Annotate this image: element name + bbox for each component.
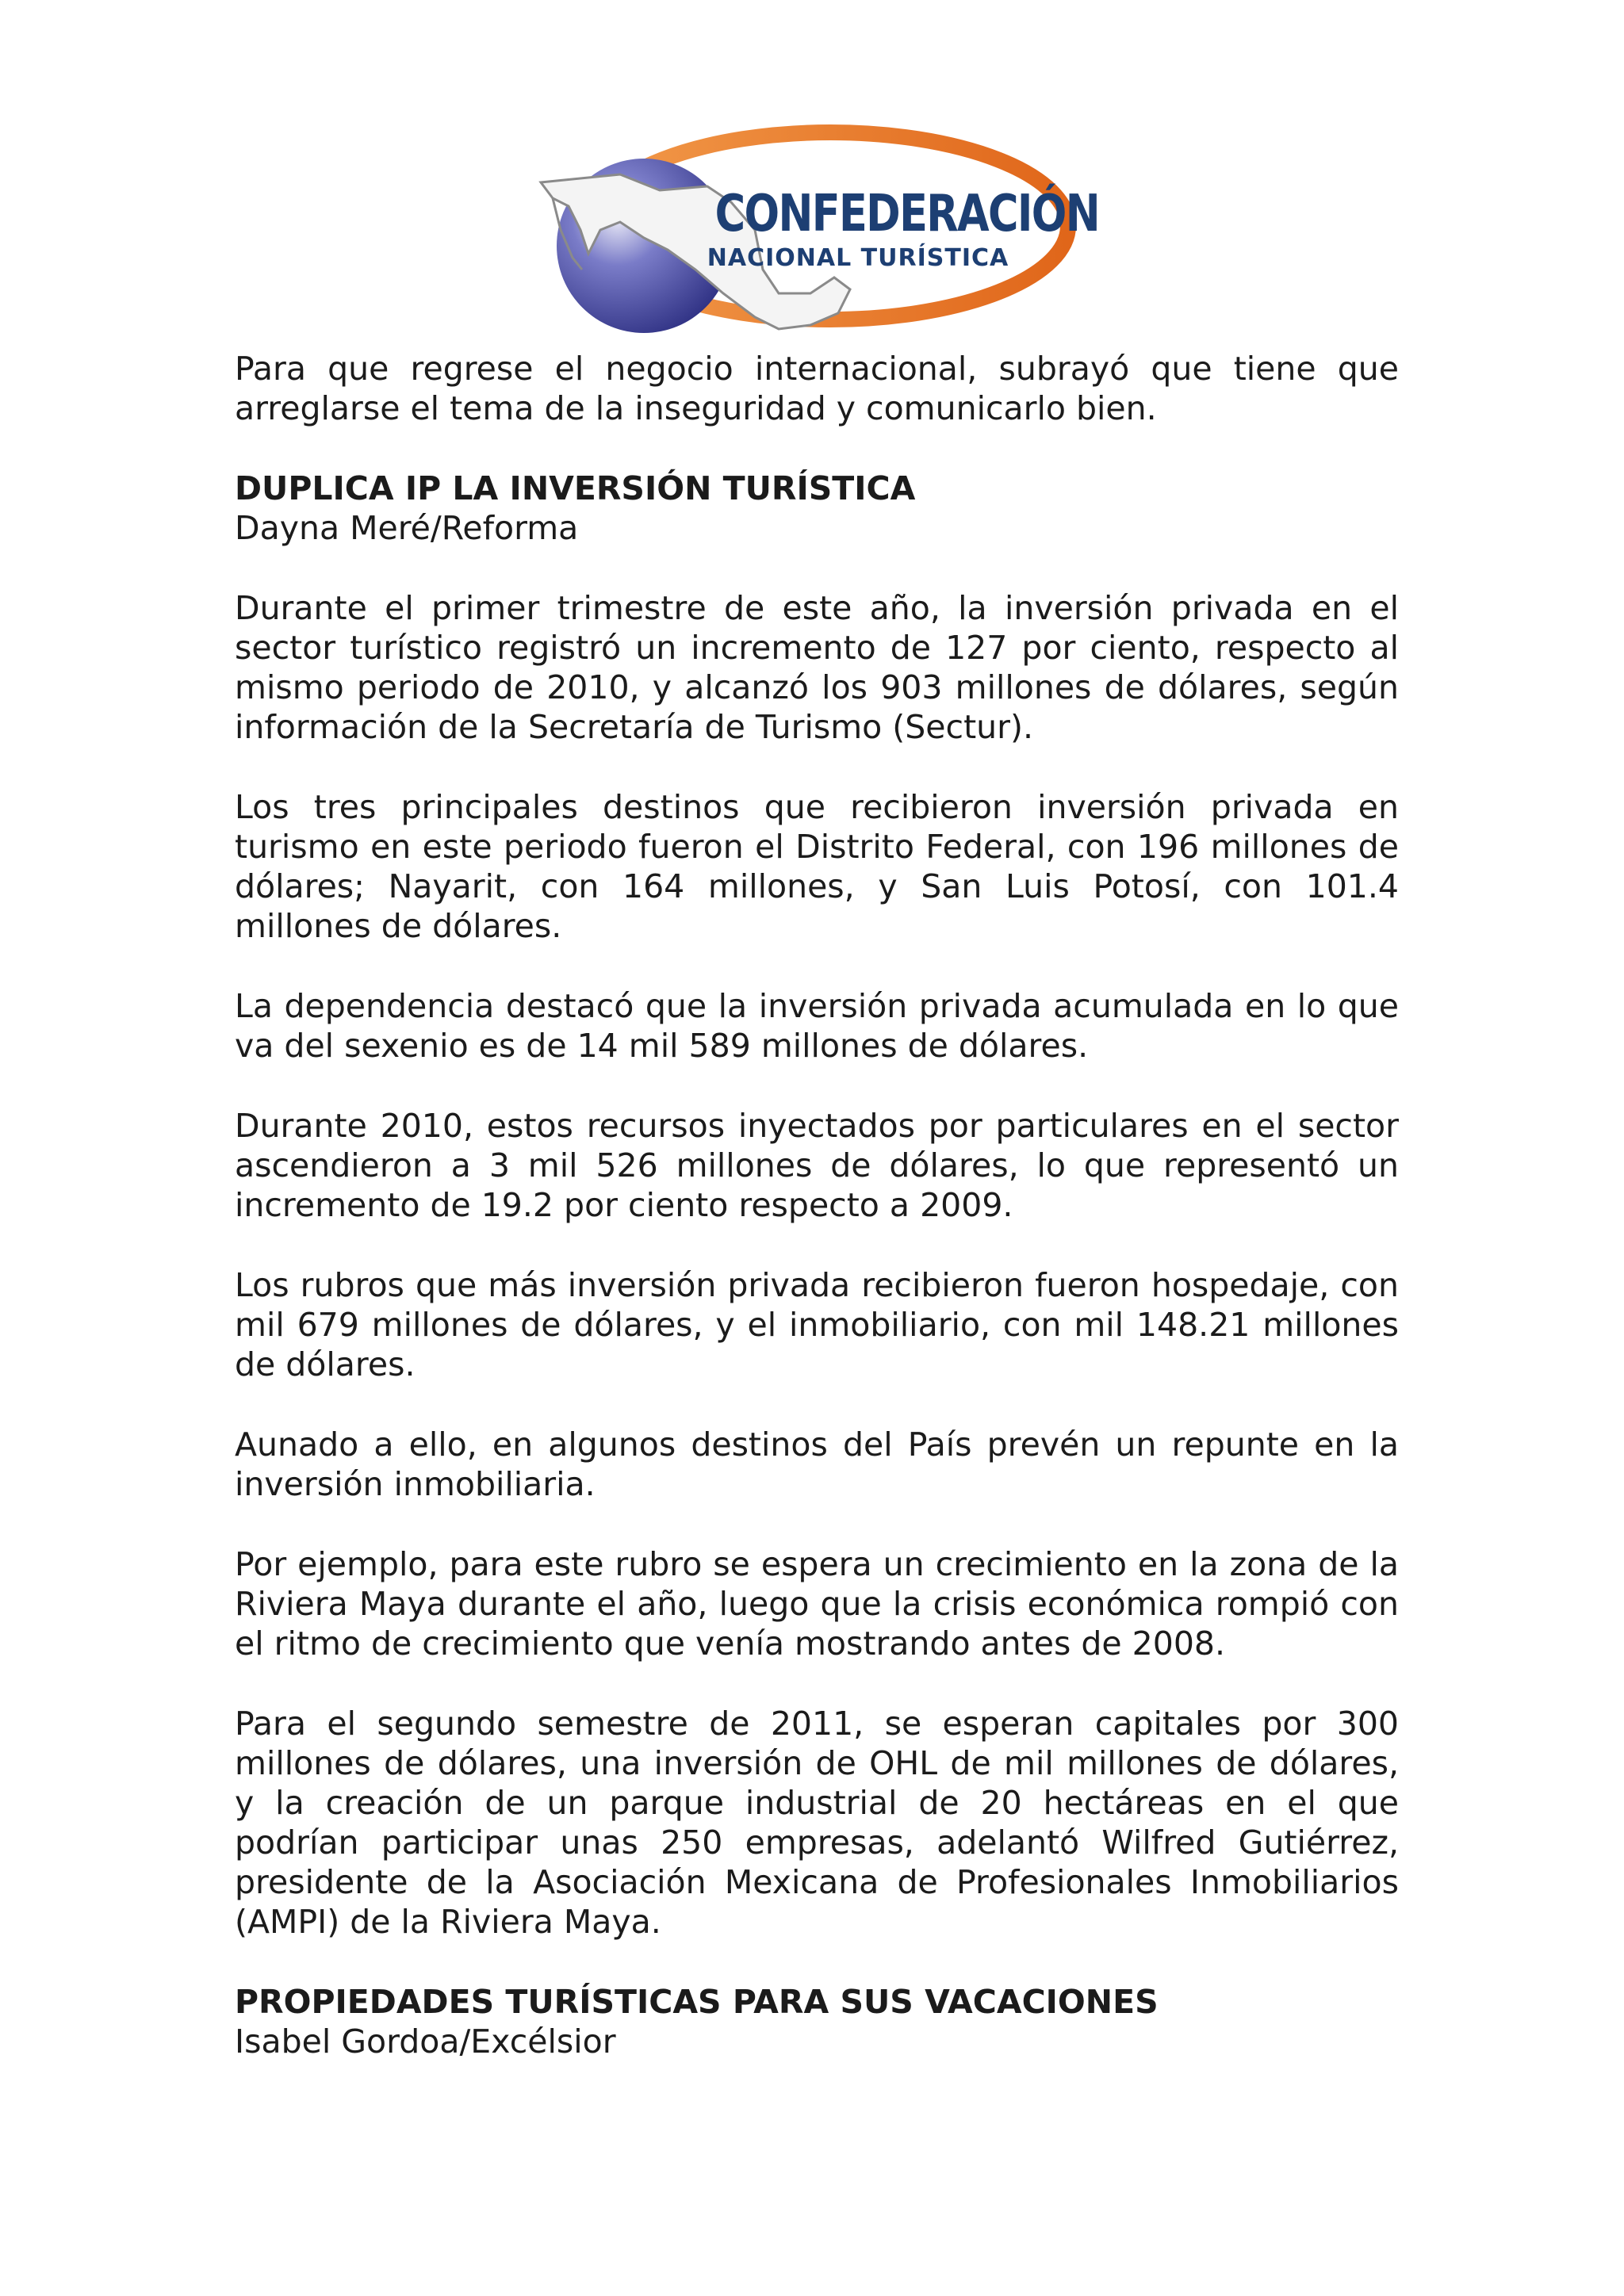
logo-text-line2: NACIONAL TURÍSTICA: [707, 244, 1009, 272]
article2-header: [235, 1982, 1399, 2061]
article1-paragraph-5: Los rubros que más inversión privada recibieron fueron hospedaje, con mil 679 millones de dólares, y el inmobiliario, con mil 148.21 millones de dólares.: [235, 1266, 1399, 1383]
logo-text-line1: CONFEDERACIÓN: [714, 185, 1100, 243]
article1-paragraph-3: La dependencia destacó que la inversión privada acumulada en lo que va del sexenio es de 14 mil 589 millones de dólares.: [235, 987, 1399, 1065]
article1-paragraph-1: Durante el primer trimestre de este año, la inversión privada en el sector turístico registró un incremento de 127 por ciento, respecto al mismo periodo de 2010, y alcanzó los 903 millones de dólares, según información de la Secretaría de Turismo (Sectur).: [235, 589, 1399, 746]
article2-byline: Isabel Gordoa/Excélsior: [235, 2022, 616, 2061]
document-body: [235, 349, 1399, 2102]
article2-headline: PROPIEDADES TURÍSTICAS PARA SUS VACACIONES: [235, 1983, 1159, 2021]
article1-byline: Dayna Meré/Reforma: [235, 509, 579, 547]
article1-paragraph-4: Durante 2010, estos recursos inyectados por particulares en el sector ascendieron a 3 mil 526 millones de dólares, lo que representó un incremento de 19.2 por ciento respecto a 2009.: [235, 1107, 1399, 1224]
article1-headline: DUPLICA IP LA INVERSIÓN TURÍSTICA: [235, 469, 916, 507]
confederacion-logo: [525, 111, 1100, 349]
article1-paragraph-6: Aunado a ello, en algunos destinos del País prevén un repunte en la inversión inmobiliaria.: [235, 1425, 1399, 1503]
article1-paragraph-2: Los tres principales destinos que recibieron inversión privada en turismo en este periodo fueron el Distrito Federal, con 196 millones de dólares; Nayarit, con 164 millones, y San Luis Potosí, con 101.4 millones de dólares.: [235, 788, 1399, 945]
intro-paragraph: Para que regrese el negocio internacional, subrayó que tiene que arreglarse el tema de la inseguridad y comunicarlo bien.: [235, 350, 1399, 427]
article1-paragraph-7: Por ejemplo, para este rubro se espera un crecimiento en la zona de la Riviera Maya durante el año, luego que la crisis económica rompió con el ritmo de crecimiento que venía mostrando antes de 2008.: [235, 1545, 1399, 1663]
article1-header: [235, 469, 1399, 548]
article1-paragraph-8: Para el segundo semestre de 2011, se esperan capitales por 300 millones de dólares, una inversión de OHL de mil millones de dólares, y la creación de un parque industrial de 20 hectáreas en el que podrían participar unas 250 empresas, adelantó Wilfred Gutiérrez, presidente de la Asociación Mexicana de Profesionales Inmobiliarios (AMPI) de la Riviera Maya.: [235, 1705, 1399, 1941]
